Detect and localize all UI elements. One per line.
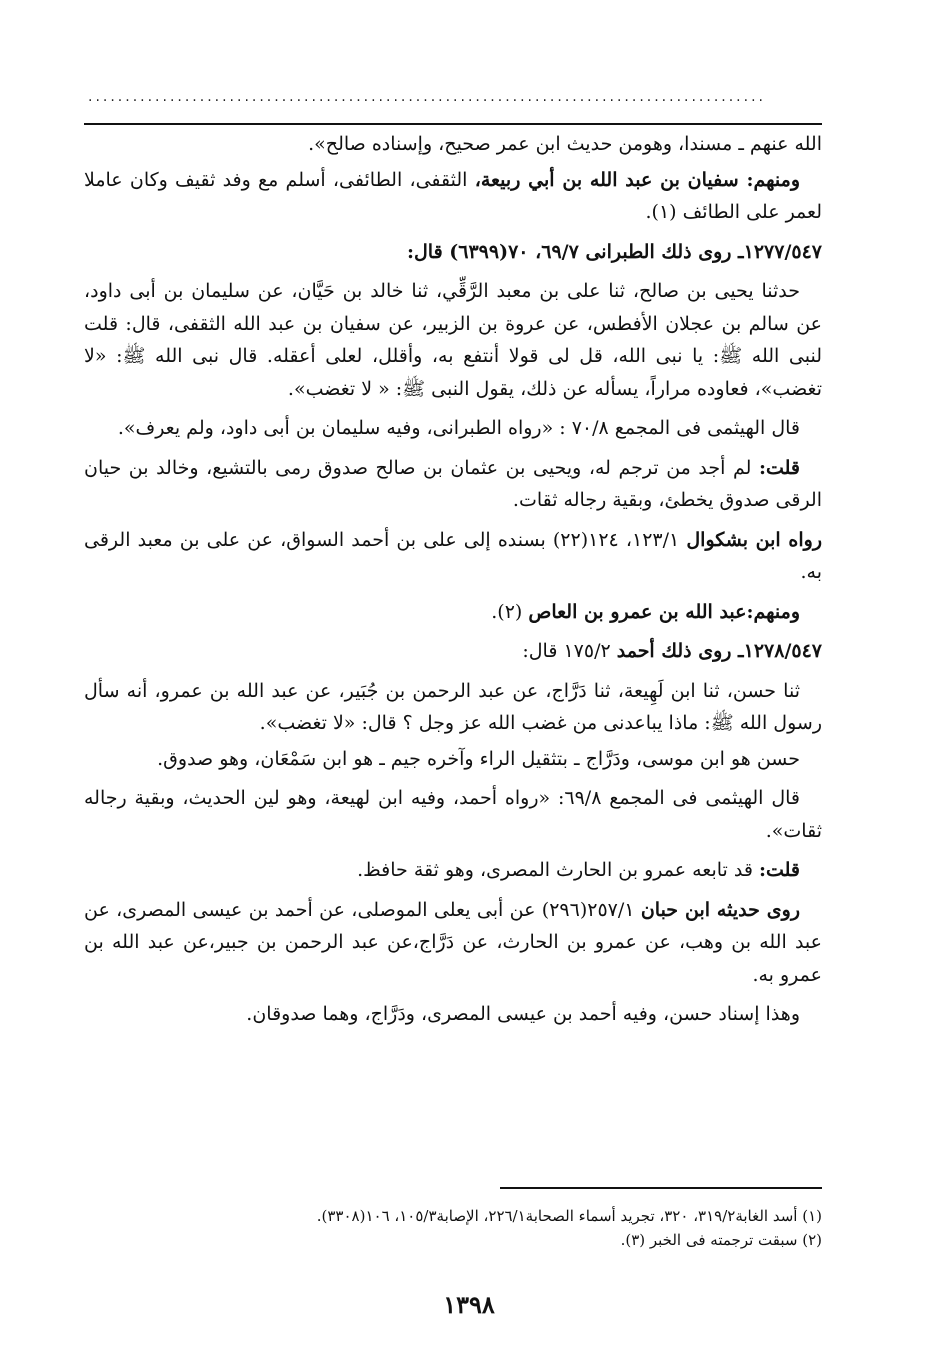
page-number: ١٣٩٨ — [443, 1290, 495, 1319]
footnote-2: (٢) سبقت ترجمته فى الخبر (٣). — [620, 1231, 822, 1249]
paragraph-text: حدثنا يحيى بن صالح، ثنا على بن معبد الرَّقِّي، ثنا خالد بن حَيَّان، عن سليمان بن أبى داود، عن سالم بن عجلان الأفطس، عن عروة بن الزبير، عن سفيان بن عبد الله الثقفى، قال: قلت لنبى الله ﷺ: يا نبى الله، قل لى قولا أنتفع به، وأقلل، لعلى أعقله. قال نبى الله ﷺ: «لا تغضب»، فعاوده مراراً، يسأله عن ذلك، يقول النبى ﷺ: « لا تغضب». — [84, 280, 822, 400]
paragraph-2 — [84, 164, 822, 229]
paragraph-text: ٢٥٧/١(٢٩٦) عن أبى يعلى الموصلى، عن أحمد بن عيسى المصرى، عن عبد الله بن وهب، عن عمرو بن الحارث، عن دَرَّاج،عن عبد الرحمن بن جبير،عن عبد الله بن عمرو به. — [84, 898, 822, 986]
paragraph-13 — [84, 854, 822, 887]
paragraph-4 — [84, 275, 822, 405]
paragraph-text: لم أجد من ترجم له، ويحيى بن عثمان بن صالح صدوق رمى بالتشيع، وخالد بن حيان الرقى صدوق يخطئ، وبقية رجاله ثقات. — [84, 456, 822, 511]
paragraph-text: ١٢٣/١، ١٢٤(٢٢) بسنده إلى على بن أحمد السواق، عن على بن معبد الرقى به. — [84, 528, 822, 583]
paragraph-lead: ١٢٧٨/٥٤٧ـ روى ذلك أحمد — [616, 640, 822, 662]
paragraph-lead: ومنهم: سفيان بن عبد الله بن أبي ربيعة، — [474, 168, 800, 191]
header-dotted-line: ........................................................................................... — [88, 92, 766, 102]
main-text — [84, 128, 822, 1038]
paragraph-text: الله عنهم ـ مسندا، وهومن حديث ابن عمر صحيح، وإسناده صالح». — [308, 133, 822, 155]
paragraph-12 — [84, 782, 822, 847]
paragraph-14 — [84, 894, 822, 992]
paragraph-text: قال الهيثمى فى المجمع ٦٩/٨: «رواه أحمد، وفيه ابن لهيعة، وهو لين الحديث، وبقية رجاله ثقات». — [84, 787, 822, 842]
paragraph-text: ثنا حسن، ثنا ابن لَهِيعة، ثنا دَرَّاج، عن عبد الرحمن بن جُبَير، عن عبد الله بن عمرو، أنه سأل رسول الله ﷺ: ماذا يباعدنى من غضب الله عز وجل ؟ قال: «لا تغضب». — [84, 679, 822, 734]
paragraph-text: الثقفى، الطائفى، أسلم مع وفد ثقيف وكان عاملا لعمر على الطائف (١). — [84, 168, 822, 223]
paragraph-11 — [84, 743, 822, 776]
paragraph-lead: ومنهم:عبد الله بن عمرو بن العاص — [528, 600, 800, 623]
paragraph-7 — [84, 524, 822, 589]
paragraph-lead: قلت: — [758, 859, 800, 881]
paragraph-10 — [84, 675, 822, 740]
paragraph-text: ١٧٥/٢ قال: — [522, 640, 617, 662]
paragraph-15 — [84, 998, 822, 1031]
paragraph-text: حسن هو ابن موسى، ودَرَّاج ـ بتثقيل الراء وآخره جيم ـ هو ابن سَمْعَان، وهو صدوق. — [157, 747, 800, 770]
paragraph-lead: رواه ابن بشكوال — [686, 528, 822, 551]
hadith-heading-1278 — [84, 635, 822, 668]
header-rule — [84, 123, 822, 125]
paragraph-text: قد تابعه عمرو بن الحارث المصرى، وهو ثقة حافظ. — [357, 859, 759, 881]
footnote-1: (١) أسد الغابة٣١٩/٢، ٣٢٠، تجريد أسماء الصحابة٢٢٦/١، الإصابة١٠٥/٣، ١٠٦(٣٣٠٨). — [316, 1207, 822, 1225]
paragraph-lead: ١٢٧٧/٥٤٧ـ روى ذلك الطبرانى ٦٩/٧، ٧٠(٦٣٩٩) قال: — [406, 240, 822, 263]
paragraph-6 — [84, 452, 822, 517]
footnotes — [84, 1204, 822, 1252]
paragraph-text: قال الهيثمى فى المجمع ٧٠/٨ : «رواه الطبرانى، وفيه سليمان بن أبى داود، ولم يعرف». — [117, 417, 800, 439]
paragraph-lead: روى حديثه ابن حبان — [640, 898, 801, 921]
hadith-heading-1277 — [84, 236, 822, 269]
paragraph-text: (٢). — [491, 600, 529, 623]
paragraph-1 — [84, 128, 822, 161]
paragraph-lead: قلت: — [758, 456, 800, 479]
footnote-rule — [500, 1187, 822, 1189]
paragraph-5 — [84, 412, 822, 445]
paragraph-text: وهذا إسناد حسن، وفيه أحمد بن عيسى المصرى، ودَرَّاج، وهما صدوقان. — [246, 1003, 800, 1025]
paragraph-8 — [84, 596, 822, 629]
